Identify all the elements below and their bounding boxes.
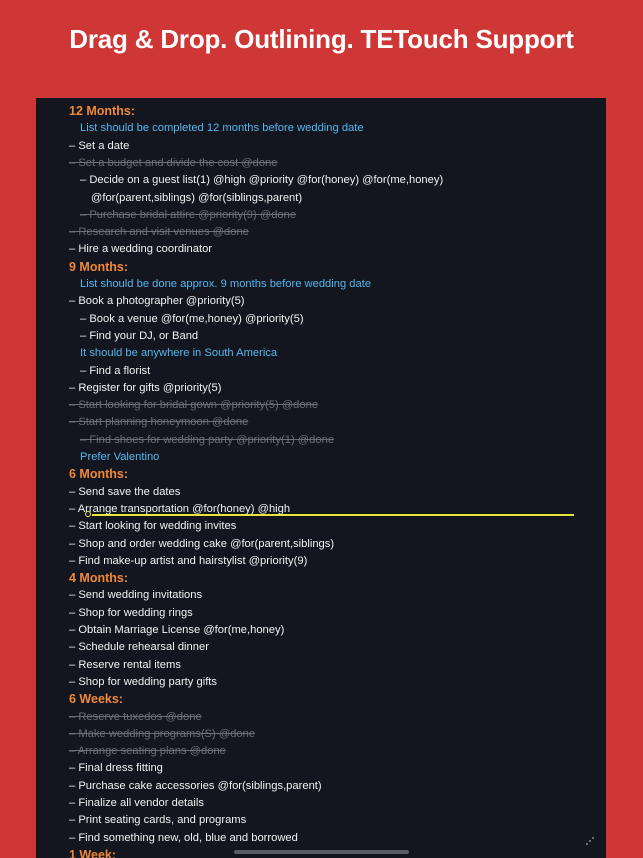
section-heading[interactable]: 1 Week: xyxy=(69,847,117,858)
task-line[interactable]: – Make wedding programs(S) @done xyxy=(69,727,256,740)
task-line[interactable]: – Hire a wedding coordinator xyxy=(69,243,213,256)
task-line[interactable]: – Research and visit venues @done xyxy=(69,226,249,239)
home-indicator[interactable] xyxy=(234,850,409,854)
outline-editor[interactable] xyxy=(36,98,606,858)
task-line[interactable]: – Shop for wedding rings xyxy=(69,606,193,619)
task-line[interactable]: – Find shoes for wedding party @priority(1) @done xyxy=(80,433,335,446)
task-line[interactable]: – Register for gifts @priority(5) xyxy=(69,381,222,394)
section-heading[interactable]: 6 Months: xyxy=(69,467,129,482)
task-line[interactable]: – Schedule rehearsal dinner xyxy=(69,641,209,654)
note-line[interactable]: It should be anywhere in South America xyxy=(80,347,278,360)
task-line[interactable]: @for(parent,siblings) @for(siblings,parent) xyxy=(91,191,303,204)
task-line[interactable]: – Obtain Marriage License @for(me,honey) xyxy=(69,624,285,636)
resize-corner-icon[interactable] xyxy=(585,836,595,846)
task-line[interactable]: – Start looking for wedding invites xyxy=(69,520,237,533)
section-heading[interactable]: 12 Months: xyxy=(69,104,135,118)
task-line[interactable]: – Arrange transportation @for(honey) @high xyxy=(69,502,291,515)
task-line[interactable]: – Find your DJ, or Band xyxy=(80,329,199,342)
task-line[interactable]: – Book a venue @for(me,honey) @priority(5) xyxy=(80,312,304,325)
task-line[interactable]: – Final dress fitting xyxy=(69,762,163,775)
task-line[interactable]: – Reserve tuxedos @done xyxy=(69,710,202,723)
task-line[interactable]: – Start planning honeymoon @done xyxy=(69,416,249,429)
task-line[interactable]: – Purchase cake accessories @for(siblings,parent) xyxy=(69,779,322,792)
task-line[interactable]: – Find something new, old, blue and borrowed xyxy=(69,831,298,844)
task-line[interactable]: – Set a budget and divide the cost @done xyxy=(69,156,278,169)
task-line[interactable]: – Arrange seating plans @done xyxy=(69,745,226,758)
task-line[interactable]: – Send wedding invitations xyxy=(69,589,203,602)
task-line[interactable]: – Start looking for bridal gown @priority(5) @done xyxy=(69,399,319,412)
task-line[interactable]: – Print seating cards, and programs xyxy=(69,814,247,827)
task-line[interactable]: – Book a photographer @priority(5) xyxy=(69,295,245,308)
task-line[interactable]: – Purchase bridal attire @priority(9) @done xyxy=(80,208,297,221)
page-headline: Drag & Drop. Outlining. TETouch Support xyxy=(69,24,574,54)
note-line[interactable]: Prefer Valentino xyxy=(80,451,160,463)
note-line[interactable]: List should be done approx. 9 months before wedding date xyxy=(80,278,372,290)
section-heading[interactable]: 4 Months: xyxy=(69,571,129,586)
task-line[interactable]: – Decide on a guest list(1) @high @priority @for(honey) @for(me,honey) xyxy=(80,174,444,187)
task-line[interactable]: – Send save the dates xyxy=(69,485,181,498)
task-line[interactable]: – Find make-up artist and hairstylist @priority(9) xyxy=(69,554,308,567)
task-line[interactable]: – Shop for wedding party gifts xyxy=(69,675,218,688)
task-line[interactable]: – Set a date xyxy=(69,139,130,152)
task-line[interactable]: – Finalize all vendor details xyxy=(69,797,204,809)
task-line[interactable]: – Find a florist xyxy=(80,364,151,377)
task-line[interactable]: – Shop and order wedding cake @for(parent,siblings) xyxy=(69,537,335,550)
note-line[interactable]: List should be completed 12 months before wedding date xyxy=(80,122,364,135)
task-line[interactable]: – Reserve rental items xyxy=(69,658,181,671)
section-heading[interactable]: 6 Weeks: xyxy=(69,692,123,707)
section-heading[interactable]: 9 Months: xyxy=(69,259,129,274)
